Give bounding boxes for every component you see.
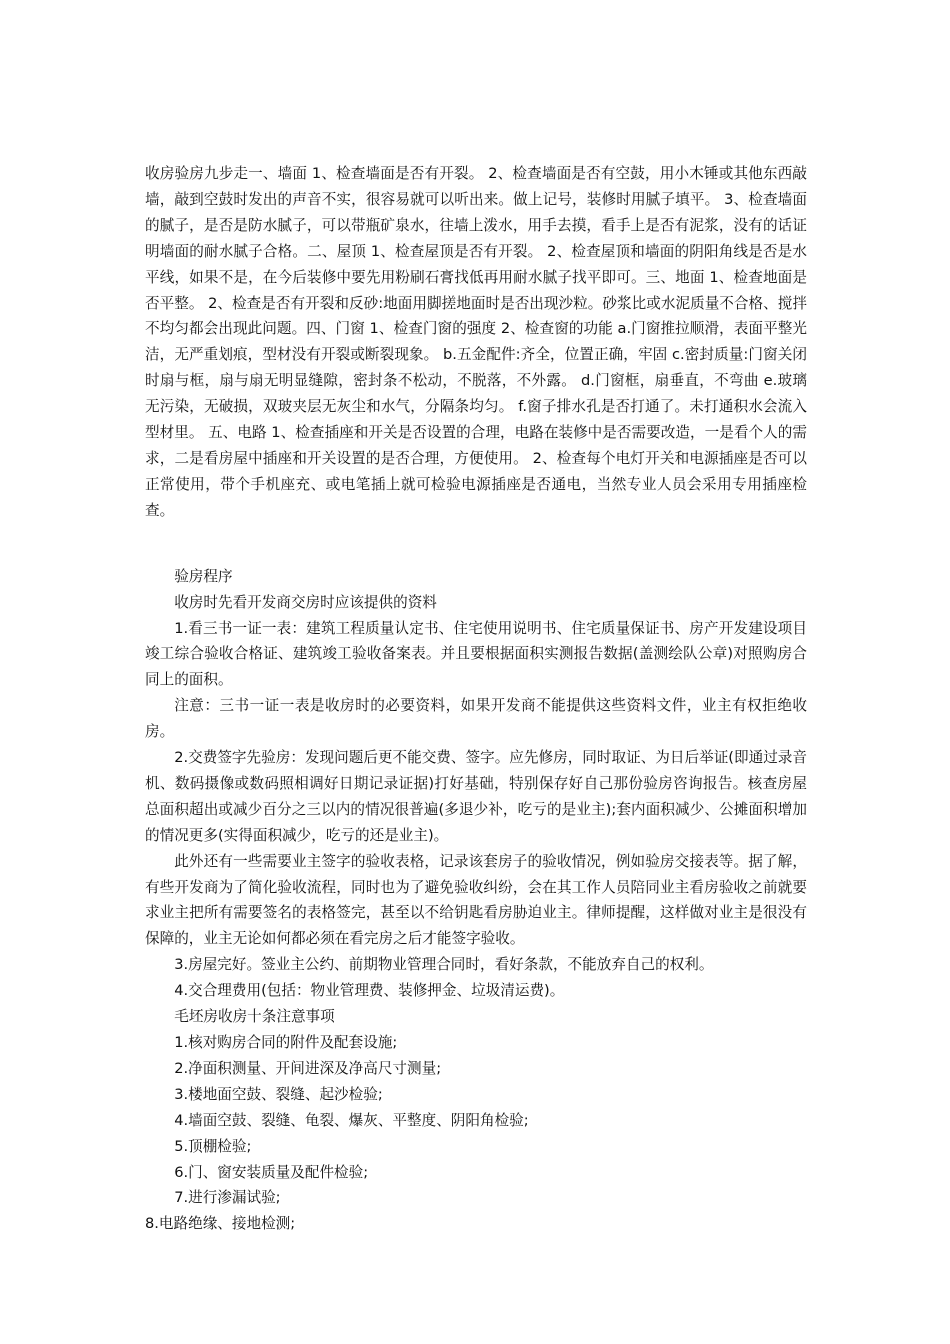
paragraph-gap bbox=[145, 524, 807, 564]
paragraph-documents: 1.看三书一证一表：建筑工程质量认定书、住宅使用说明书、住宅质量保证书、房产开发建设项目竣工综合验收合格证、建筑竣工验收备案表。并且要根据面积实测报告数据(盖测绘队公章)对照购房合同上的面积。 bbox=[145, 619, 807, 689]
section-subtitle: 收房时先看开发商交房时应该提供的资料 bbox=[174, 593, 437, 611]
document-body bbox=[145, 161, 807, 1237]
paragraph-note: 注意：三书一证一表是收房时的必要资料，如果开发商不能提供这些资料文件，业主有权拒绝收房。 bbox=[145, 697, 807, 741]
list-item-last: 8.电路绝缘、接地检测; bbox=[145, 1215, 296, 1233]
list-item: 6.门、窗安装质量及配件检验; bbox=[174, 1163, 369, 1181]
section-title: 验房程序 bbox=[174, 567, 233, 585]
paragraph-signing: 此外还有一些需要业主签字的验收表格，记录该套房子的验收情况，例如验房交接表等。据了解，有些开发商为了简化验收流程，同时也为了避免验收纠纷，会在其工作人员陪同业主看房验收之前就要求业主把所有需要签名的表格签完，甚至以不给钥匙看房胁迫业主。律师提醒，这样做对业主是很没有保障的，业主无论如何都必须在看完房之后才能签字验收。 bbox=[145, 852, 807, 948]
list-item: 3.楼地面空鼓、裂缝、起沙检验; bbox=[174, 1085, 383, 1103]
list-item: 2.净面积测量、开间进深及净高尺寸测量; bbox=[174, 1059, 442, 1077]
list-item: 1.核对购房合同的附件及配套设施; bbox=[174, 1034, 398, 1051]
list-title: 毛坯房收房十条注意事项 bbox=[174, 1008, 335, 1026]
list-item: 7.进行渗漏试验; bbox=[174, 1189, 281, 1207]
paragraph-fees: 2.交费签字先验房：发现问题后更不能交费、签字。应先修房，同时取证、为日后举证(即通过录音机、数码摄像或数码照相调好日期记录证据)打好基础，特别保存好自己那份验房咨询报告。核查房屋总面积超出或减少百分之三以内的情况很普遍(多退少补，吃亏的是业主);套内面积减少、公摊面积增加的情况更多(实得面积减少，吃亏的还是业主)。 bbox=[145, 749, 807, 844]
list-item: 4.墙面空鼓、裂缝、龟裂、爆灰、平整度、阴阳角检验; bbox=[174, 1111, 529, 1129]
intro-paragraph: 收房验房九步走一、墙面 1、检查墙面是否有开裂。 2、检查墙面是否有空鼓，用小木锤或其他东西敲墙，敲到空鼓时发出的声音不实，很容易就可以听出来。做上记号，装修时用腻子填平。 3、检查墙面的腻子，是否是防水腻子，可以带瓶矿泉水，往墙上泼水，用手去摸，看手上是否有泥浆，没有的话证明墙面的耐水腻子合格。二、屋顶 1、检查屋顶是否有开裂。 2、检查屋顶和墙面的阴阳角线是否是水平线，如果不是，在今后装修中要先用粉刷石膏找低再用耐水腻子找平即可。三、地面 1、检查地面是否平整。 2、检查是否有开裂和反砂:地面用脚搓地面时是否出现沙粒。砂浆比或水泥质量不合格、搅拌不均匀都会出现此问题。四、门窗 1、检查门窗的强度 2、检查窗的功能 a.门窗推拉顺滑，表面平整光洁，无严重划痕，型材没有开裂或断裂现象。 b.五金配件:齐全，位置正确，牢固 c.密封质量:门窗关闭时扇与框，扇与扇无明显缝隙，密封条不松动，不脱落，不外露。 d.门窗框，扇垂直，不弯曲 e.玻璃无污染，无破损，双玻夹层无灰尘和水气，分隔条均匀。 f.窗子排水孔是否打通了。未打通积水会流入型材里。 五、电路 1、检查插座和开关是否设置的合理，电路在装修中是否需要改造，一是看个人的需求，二是看房屋中插座和开关设置的是否合理，方便使用。 2、检查每个电灯开关和电源插座是否可以正常使用，带个手机座充、或电笔插上就可检验电源插座是否通电，当然专业人员会采用专用插座检查。 bbox=[145, 165, 807, 519]
list-item: 5.顶棚检验; bbox=[174, 1137, 252, 1155]
paragraph-condition: 3.房屋完好。签业主公约、前期物业管理合同时，看好条款，不能放弃自己的权利。 bbox=[174, 956, 714, 974]
paragraph-costs: 4.交合理费用(包括：物业管理费、装修押金、垃圾清运费)。 bbox=[174, 982, 565, 1000]
